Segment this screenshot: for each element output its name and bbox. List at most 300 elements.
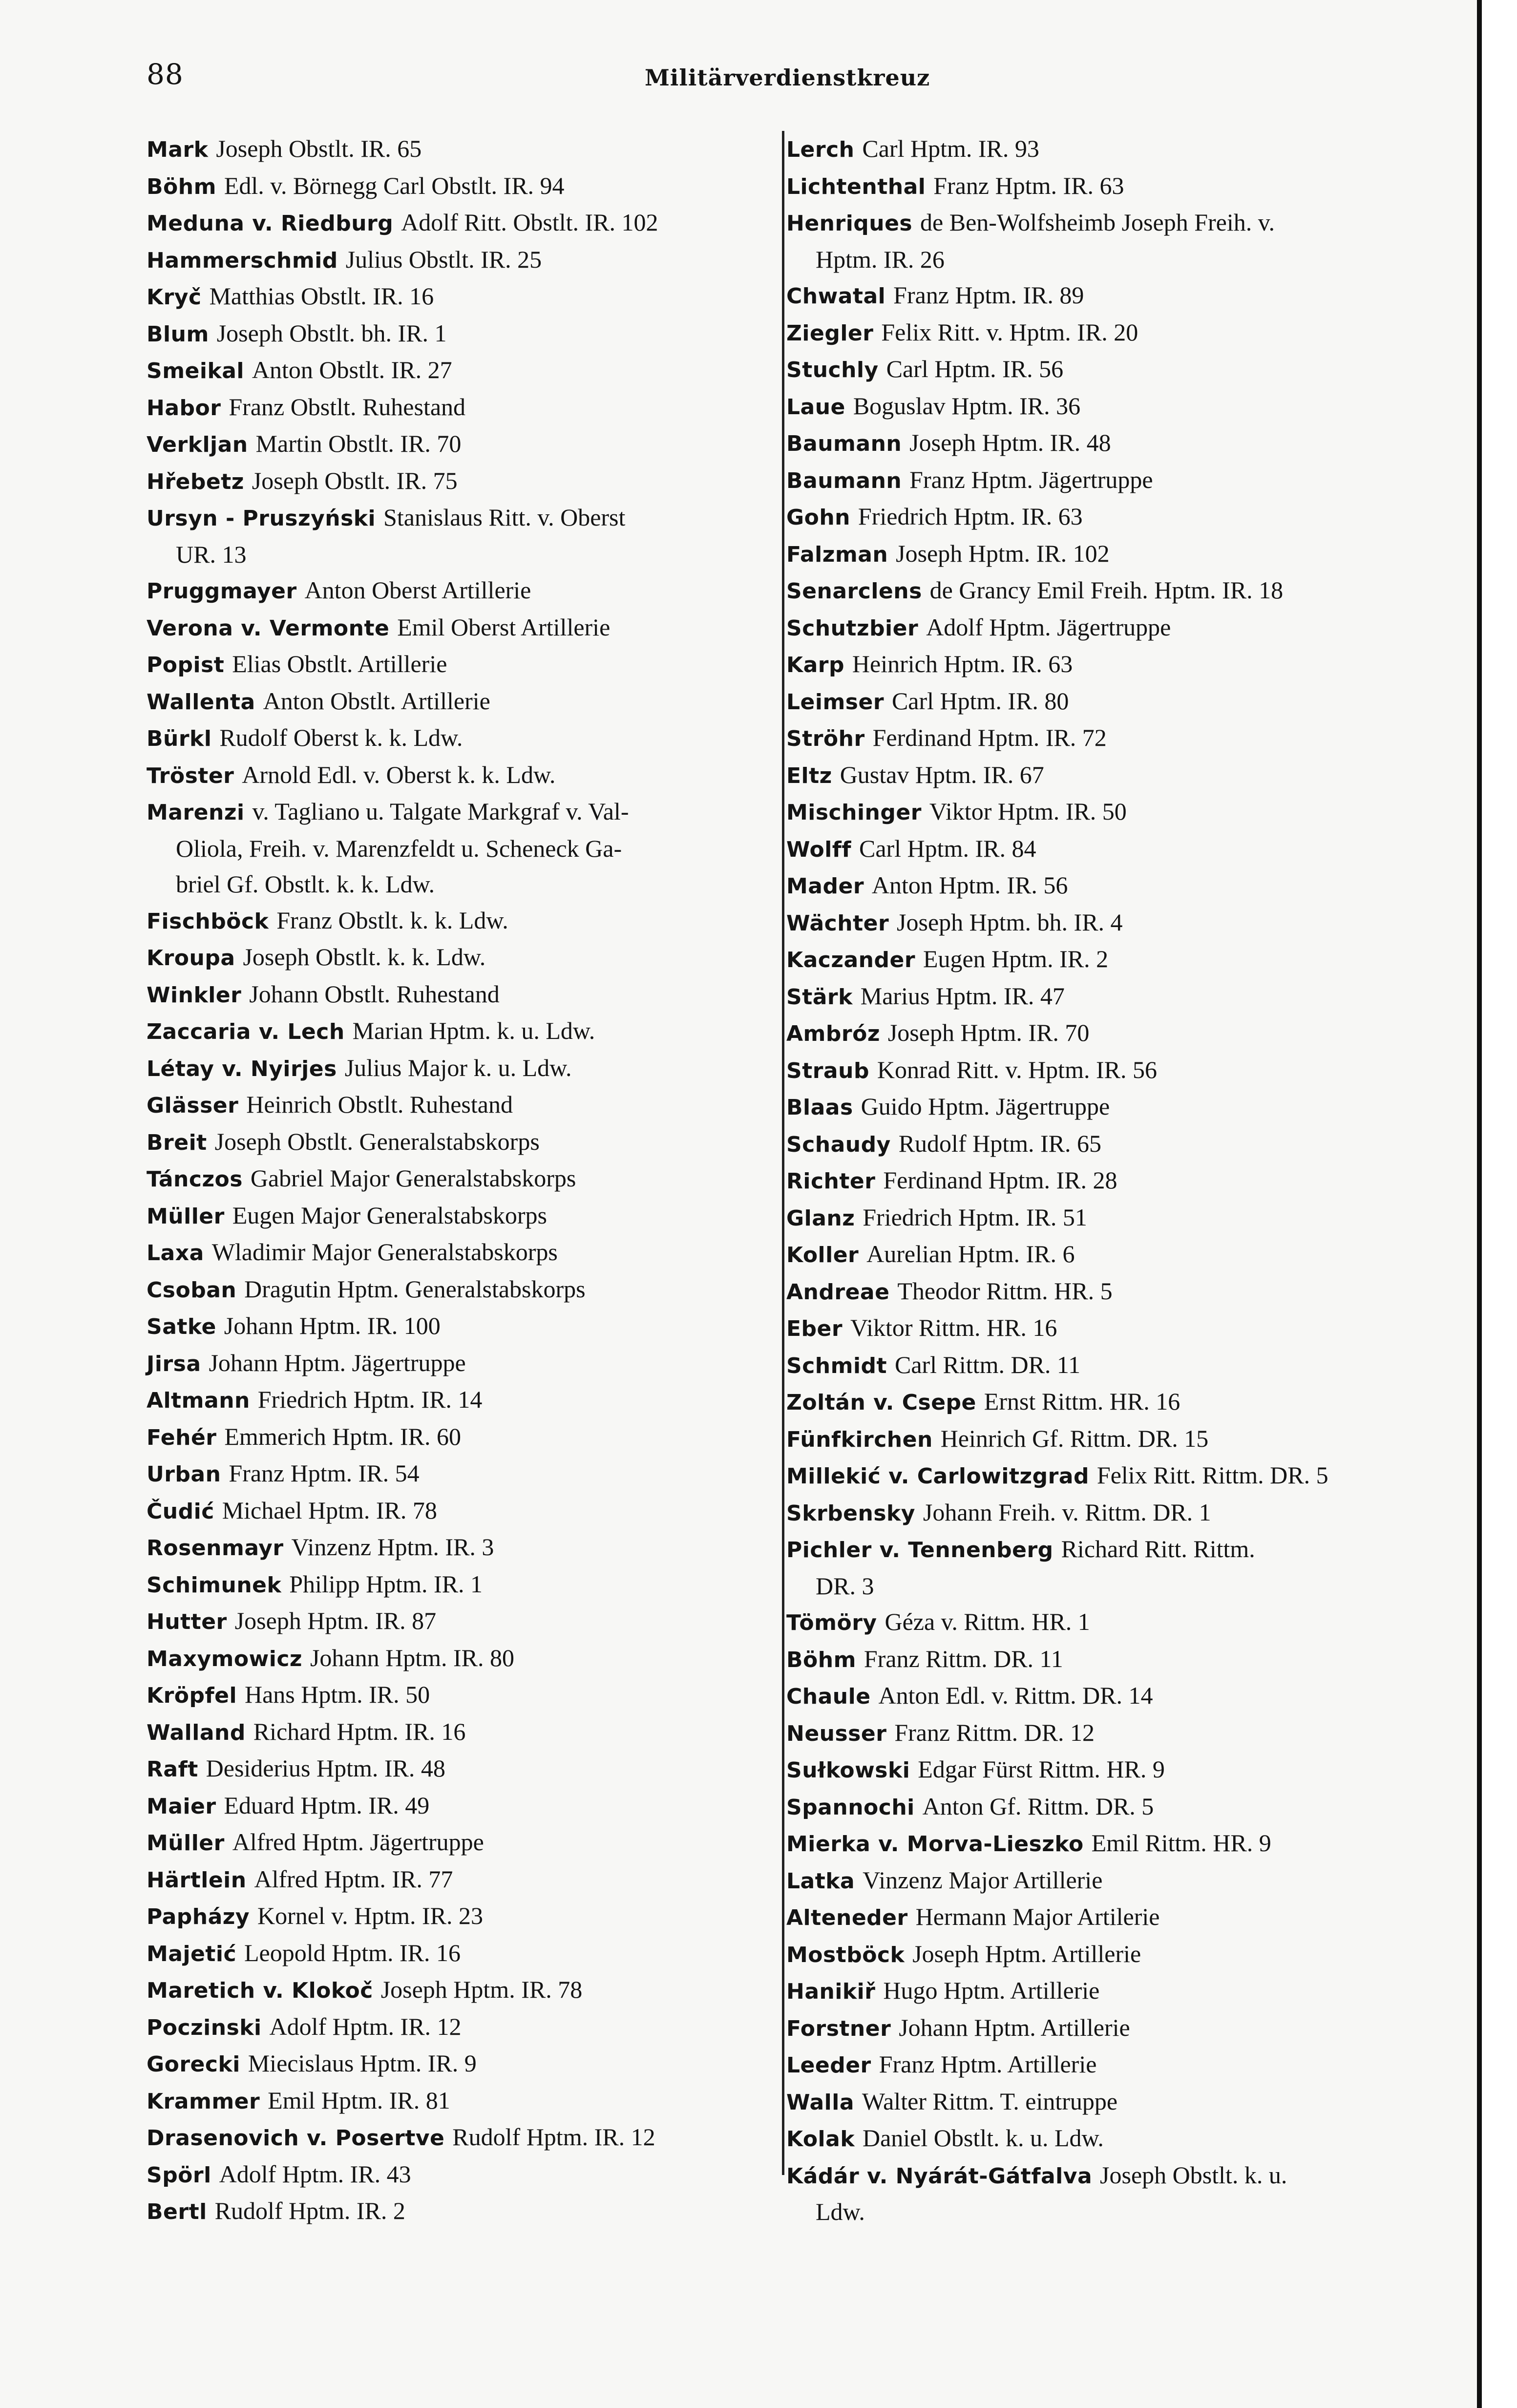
entry-details: Viktor Hptm. IR. 50 <box>929 798 1127 825</box>
list-item <box>147 903 777 940</box>
entry-name: Fünfkirchen <box>786 1427 933 1452</box>
entry-details: Carl Hptm. IR. 80 <box>891 687 1069 715</box>
entry-details: Hans Hptm. IR. 50 <box>245 1681 430 1708</box>
entry-name: Wolff <box>786 837 852 862</box>
entry-details: Felix Ritt. Rittm. DR. 5 <box>1096 1461 1328 1489</box>
entry-name: Gorecki <box>147 2052 240 2077</box>
entry-details: Adolf Hptm. IR. 43 <box>219 2160 411 2188</box>
entry-name: Urban <box>147 1462 221 1487</box>
entry-name: Pruggmayer <box>147 579 297 604</box>
list-item <box>786 2084 1421 2121</box>
list-item <box>147 646 777 683</box>
entry-name: Neusser <box>786 1721 887 1746</box>
list-item <box>786 646 1421 683</box>
list-item <box>786 1162 1421 1200</box>
entry-details: Emil Rittm. HR. 9 <box>1091 1829 1271 1857</box>
entry-details: Ferdinand Hptm. IR. 28 <box>883 1166 1117 1194</box>
entry-details: Konrad Ritt. v. Hptm. IR. 56 <box>877 1056 1157 1083</box>
entry-name: Straub <box>786 1058 869 1083</box>
entry-name: Leeder <box>786 2053 871 2078</box>
entry-details: Heinrich Gf. Rittm. DR. 15 <box>940 1424 1209 1452</box>
entry-name: Ströhr <box>786 726 865 751</box>
entry-name: Verkljan <box>147 432 248 457</box>
entry-details: Heinrich Hptm. IR. 63 <box>852 650 1073 677</box>
list-item <box>786 978 1421 1015</box>
list-item <box>147 757 777 794</box>
list-item <box>147 1087 777 1124</box>
list-item <box>147 1714 777 1751</box>
entry-continuation: Oliola, Freih. v. Marenzfeldt u. Scheneck Ga- <box>176 834 622 862</box>
entry-details: Eugen Hptm. IR. 2 <box>923 945 1109 972</box>
entry-details: Richard Ritt. Rittm. <box>1061 1535 1255 1563</box>
entry-name: Ziegler <box>786 320 874 346</box>
list-item <box>786 1531 1421 1604</box>
entry-details: Rudolf Hptm. IR. 12 <box>452 2123 655 2151</box>
list-item <box>786 1899 1421 1936</box>
left-column <box>147 131 777 2230</box>
entry-details: Anton Oberst Artillerie <box>304 576 531 604</box>
entry-details: Anton Gf. Rittm. DR. 5 <box>922 1792 1154 1820</box>
list-item <box>786 536 1421 573</box>
entry-details: Wladimir Major Generalstabskorps <box>211 1238 558 1266</box>
entry-name: Henriques <box>786 211 913 236</box>
entry-name: Mierka v. Morva-Lieszko <box>786 1832 1084 1857</box>
entry-details: Joseph Obstlt. IR. 75 <box>252 466 458 494</box>
entry-name: Schutzbier <box>786 615 919 641</box>
entry-details: Joseph Obstlt. bh. IR. 1 <box>216 319 447 347</box>
list-item <box>786 131 1421 168</box>
entry-details: Kornel v. Hptm. IR. 23 <box>257 1902 483 1929</box>
entry-name: Alteneder <box>786 1905 908 1930</box>
list-item <box>786 2010 1421 2047</box>
entry-name: Maretich v. Klokoč <box>147 1978 373 2003</box>
entry-name: Baumann <box>786 431 902 456</box>
entry-name: Breit <box>147 1130 207 1155</box>
list-item <box>786 1825 1421 1862</box>
entry-details: Edgar Fürst Rittm. HR. 9 <box>918 1755 1165 1783</box>
entry-details: Felix Ritt. v. Hptm. IR. 20 <box>881 318 1138 346</box>
entry-name: Fischböck <box>147 908 269 934</box>
list-item <box>147 131 777 168</box>
entry-name: Laue <box>786 394 845 420</box>
entry-name: Kaczander <box>786 948 916 972</box>
entry-details: Martin Obstlt. IR. 70 <box>255 430 462 457</box>
entry-details: Joseph Obstlt. Generalstabskorps <box>214 1127 540 1155</box>
list-item <box>147 1234 777 1271</box>
list-item <box>786 1495 1421 1532</box>
entry-details: Gabriel Major Generalstabskorps <box>250 1164 576 1192</box>
entry-details: Friedrich Hptm. IR. 63 <box>858 503 1083 530</box>
entry-name: Spörl <box>147 2162 211 2188</box>
entry-continuation: briel Gf. Obstlt. k. k. Ldw. <box>176 870 435 898</box>
entry-name: Härtlein <box>147 1867 247 1893</box>
entry-name: Popist <box>147 653 225 677</box>
entry-name: Hřebetz <box>147 469 244 494</box>
entry-name: Eber <box>786 1316 843 1341</box>
list-item <box>786 1310 1421 1347</box>
entry-details: Emmerich Hptm. IR. 60 <box>224 1422 462 1450</box>
entry-details: Johann Hptm. IR. 80 <box>310 1644 514 1671</box>
list-item <box>147 1861 777 1899</box>
entry-details: Franz Rittm. DR. 11 <box>864 1645 1063 1672</box>
entry-details: Leopold Hptm. IR. 16 <box>244 1939 461 1966</box>
entry-details: Stanislaus Ritt. v. Oberst <box>383 504 626 531</box>
list-item <box>147 1751 777 1788</box>
list-item <box>786 1604 1421 1641</box>
entry-name: Satke <box>147 1314 216 1339</box>
list-item <box>786 168 1421 205</box>
list-item <box>786 315 1421 352</box>
entry-name: Sułkowski <box>786 1758 910 1783</box>
entry-name: Kryč <box>147 285 202 310</box>
entry-details: Daniel Obstlt. k. u. Ldw. <box>863 2124 1104 2152</box>
entry-name: Karp <box>786 653 844 677</box>
entry-name: Lichtenthal <box>786 174 926 199</box>
entry-details: Johann Hptm. Jägertruppe <box>209 1349 466 1376</box>
list-item <box>786 683 1421 720</box>
list-item <box>786 831 1421 868</box>
list-item <box>147 1935 777 1972</box>
entry-name: Altmann <box>147 1388 250 1413</box>
entry-name: Glässer <box>147 1093 239 1118</box>
entry-continuation: Ldw. <box>816 2198 865 2225</box>
list-item <box>147 1124 777 1161</box>
entry-details: Richard Hptm. IR. 16 <box>253 1717 466 1745</box>
list-item <box>147 794 777 903</box>
entry-details: v. Tagliano u. Talgate Markgraf v. Val- <box>252 798 629 825</box>
entry-name: Meduna v. Riedburg <box>147 211 394 236</box>
list-item <box>147 683 777 720</box>
list-item <box>147 2119 777 2156</box>
entry-name: Poczinski <box>147 2015 262 2040</box>
entry-details: Géza v. Rittm. HR. 1 <box>885 1608 1090 1635</box>
entry-details: Emil Hptm. IR. 81 <box>268 2086 450 2114</box>
entry-name: Kroupa <box>147 946 235 971</box>
entry-name: Tröster <box>147 763 234 788</box>
entry-name: Laxa <box>147 1241 204 1266</box>
entry-name: Leimser <box>786 689 885 715</box>
entry-name: Majetić <box>147 1941 237 1966</box>
list-item <box>147 205 777 242</box>
page-edge <box>1477 0 1517 2408</box>
entry-name: Ursyn - Pruszyński <box>147 506 376 531</box>
entry-details: Adolf Hptm. IR. 12 <box>269 2012 462 2040</box>
list-item <box>147 1198 777 1235</box>
list-item <box>786 1384 1421 1421</box>
entry-name: Blum <box>147 321 209 347</box>
entry-name: Lerch <box>786 137 855 162</box>
list-item <box>786 1347 1421 1384</box>
list-item <box>786 388 1421 425</box>
column-divider <box>782 131 784 2175</box>
entry-details: Heinrich Obstlt. Ruhestand <box>246 1091 513 1118</box>
entry-details: Boguslav Hptm. IR. 36 <box>853 392 1081 420</box>
entry-name: Koller <box>786 1243 859 1267</box>
list-item <box>147 1677 777 1714</box>
list-item <box>786 1126 1421 1163</box>
entry-name: Maier <box>147 1794 216 1819</box>
entry-details: Edl. v. Börnegg Carl Obstlt. IR. 94 <box>224 171 565 199</box>
entry-name: Kolak <box>786 2127 855 2152</box>
list-item <box>786 2157 1421 2230</box>
list-item <box>147 463 777 500</box>
entry-name: Andreae <box>786 1279 890 1305</box>
entry-name: Falzman <box>786 542 888 567</box>
entry-details: Eugen Major Generalstabskorps <box>232 1201 547 1229</box>
entry-continuation: DR. 3 <box>816 1572 874 1600</box>
list-item <box>147 610 777 647</box>
entry-name: Mostböck <box>786 1942 905 1967</box>
list-item <box>786 1973 1421 2010</box>
entry-name: Pichler v. Tennenberg <box>786 1538 1053 1563</box>
entry-details: Desiderius Hptm. IR. 48 <box>206 1754 445 1782</box>
list-item <box>147 1603 777 1640</box>
list-item <box>147 2009 777 2046</box>
list-item <box>147 720 777 757</box>
list-item <box>786 794 1421 831</box>
entry-details: Carl Rittm. DR. 11 <box>894 1351 1081 1378</box>
list-item <box>147 1050 777 1087</box>
entry-details: Julius Obstlt. IR. 25 <box>345 245 542 273</box>
list-item <box>786 1089 1421 1126</box>
list-item <box>147 389 777 426</box>
entry-details: Friedrich Hptm. IR. 14 <box>257 1386 483 1413</box>
entry-details: Elias Obstlt. Artillerie <box>232 650 447 677</box>
entry-name: Mischinger <box>786 800 922 825</box>
list-item <box>147 1640 777 1677</box>
entry-name: Čudić <box>147 1499 214 1524</box>
entry-name: Raft <box>147 1757 198 1782</box>
list-item <box>786 351 1421 388</box>
list-item <box>786 205 1421 277</box>
list-item <box>147 1013 777 1050</box>
list-item <box>786 277 1421 315</box>
entry-details: Adolf Ritt. Obstlt. IR. 102 <box>401 209 658 236</box>
entry-name: Hutter <box>147 1609 227 1634</box>
list-item <box>147 1419 777 1456</box>
list-item <box>786 1052 1421 1089</box>
entry-name: Rosenmayr <box>147 1536 284 1561</box>
list-item <box>786 905 1421 942</box>
list-item <box>147 572 777 610</box>
entry-name: Jirsa <box>147 1351 201 1376</box>
list-item <box>786 1421 1421 1458</box>
entry-details: de Grancy Emil Freih. Hptm. IR. 18 <box>929 576 1284 604</box>
entry-name: Schaudy <box>786 1132 891 1157</box>
entry-details: Vinzenz Hptm. IR. 3 <box>291 1533 494 1561</box>
entry-details: Friedrich Hptm. IR. 51 <box>863 1203 1087 1231</box>
entry-name: Hanikiř <box>786 1979 876 2004</box>
entry-name: Ambróz <box>786 1021 880 1046</box>
entry-details: Aurelian Hptm. IR. 6 <box>866 1240 1075 1267</box>
list-item <box>786 1715 1421 1752</box>
list-item <box>147 242 777 279</box>
list-item <box>786 425 1421 462</box>
entry-details: Walter Rittm. T. eintruppe <box>862 2087 1118 2115</box>
entry-details: Matthias Obstlt. IR. 16 <box>209 282 434 310</box>
entry-details: Joseph Hptm. IR. 87 <box>234 1607 437 1634</box>
list-item <box>147 1456 777 1493</box>
entry-name: Zaccaria v. Lech <box>147 1019 345 1044</box>
entry-name: Mader <box>786 874 864 899</box>
entry-details: Alfred Hptm. IR. 77 <box>254 1865 453 1893</box>
entry-name: Senarclens <box>786 579 922 604</box>
entry-name: Stuchly <box>786 358 879 382</box>
entry-name: Eltz <box>786 763 832 788</box>
entry-details: Anton Hptm. IR. 56 <box>871 871 1068 899</box>
entry-name: Létay v. Nyirjes <box>147 1056 337 1081</box>
list-item <box>147 1566 777 1604</box>
entry-details: Joseph Hptm. Artillerie <box>912 1940 1141 1967</box>
entry-name: Chaule <box>786 1684 871 1709</box>
entry-name: Schmidt <box>786 1353 887 1378</box>
entry-details: Franz Obstlt. k. k. Ldw. <box>276 906 508 934</box>
list-item <box>786 1752 1421 1789</box>
list-item <box>147 500 777 572</box>
entry-details: Dragutin Hptm. Generalstabskorps <box>244 1275 586 1303</box>
list-item <box>147 316 777 353</box>
entry-details: Franz Hptm. IR. 63 <box>933 171 1124 199</box>
entry-details: Joseph Hptm. IR. 102 <box>896 539 1110 567</box>
entry-name: Zoltán v. Csepe <box>786 1390 976 1415</box>
entry-name: Walland <box>147 1720 246 1745</box>
entry-details: Guido Hptm. Jägertruppe <box>861 1093 1110 1120</box>
entry-continuation: UR. 13 <box>176 540 247 568</box>
entry-details: Eduard Hptm. IR. 49 <box>224 1791 430 1819</box>
entry-name: Tömöry <box>786 1610 877 1635</box>
entry-details: Vinzenz Major Artillerie <box>863 1866 1103 1894</box>
list-item <box>786 1678 1421 1715</box>
entry-details: Miecislaus Hptm. IR. 9 <box>248 2049 477 2077</box>
entry-name: Drasenovich v. Posertve <box>147 2126 445 2151</box>
list-item <box>786 462 1421 499</box>
entry-details: Arnold Edl. v. Oberst k. k. Ldw. <box>242 760 556 788</box>
list-item <box>147 2156 777 2194</box>
right-column <box>786 131 1421 2230</box>
entry-details: Rudolf Oberst k. k. Ldw. <box>219 724 463 751</box>
list-item <box>786 941 1421 978</box>
entry-details: Franz Hptm. IR. 54 <box>229 1459 420 1487</box>
entry-details: Emil Oberst Artillerie <box>397 613 611 641</box>
entry-name: Bertl <box>147 2199 207 2224</box>
entry-details: Hermann Major Artilerie <box>915 1903 1160 1930</box>
entry-details: Carl Hptm. IR. 93 <box>862 135 1039 162</box>
entry-details: Gustav Hptm. IR. 67 <box>840 760 1044 788</box>
entry-details: Marius Hptm. IR. 47 <box>860 982 1065 1010</box>
entry-details: Joseph Hptm. bh. IR. 4 <box>897 908 1123 936</box>
entry-name: Latka <box>786 1868 855 1894</box>
entry-name: Smeikal <box>147 359 244 383</box>
list-item <box>786 2120 1421 2157</box>
list-item <box>786 1936 1421 1973</box>
entry-name: Wallenta <box>147 689 255 715</box>
entry-name: Böhm <box>786 1647 856 1672</box>
entry-name: Gohn <box>786 505 850 530</box>
entry-name: Glanz <box>786 1205 855 1231</box>
entry-name: Papházy <box>147 1904 250 1929</box>
entry-name: Bürkl <box>147 726 212 751</box>
entry-details: Alfred Hptm. Jägertruppe <box>232 1828 484 1856</box>
entry-details: Joseph Hptm. IR. 48 <box>909 429 1111 456</box>
list-item <box>147 1788 777 1825</box>
entry-details: Joseph Obstlt. k. k. Ldw. <box>243 943 486 971</box>
entry-details: Anton Obstlt. Artillerie <box>263 687 490 715</box>
list-item <box>147 278 777 316</box>
list-item <box>786 572 1421 610</box>
entry-name: Fehér <box>147 1425 217 1450</box>
entry-name: Müller <box>147 1204 225 1229</box>
list-item <box>786 1789 1421 1826</box>
entry-name: Stärk <box>786 984 853 1010</box>
entry-name: Verona v. Vermonte <box>147 615 390 641</box>
list-item <box>147 1271 777 1309</box>
list-item <box>147 939 777 976</box>
entry-details: Adolf Hptm. Jägertruppe <box>926 613 1171 641</box>
entry-details: Franz Hptm. Artillerie <box>879 2050 1097 2078</box>
entry-details: Franz Rittm. DR. 12 <box>894 1718 1095 1746</box>
entry-details: Hugo Hptm. Artillerie <box>883 1977 1100 2004</box>
list-item <box>786 1236 1421 1273</box>
entry-name: Maxymowicz <box>147 1646 303 1671</box>
entry-details: Johann Hptm. IR. 100 <box>224 1312 441 1339</box>
entry-name: Chwatal <box>786 284 886 309</box>
entry-details: Johann Hptm. Artillerie <box>899 2013 1130 2041</box>
entry-details: Rudolf Hptm. IR. 2 <box>214 2197 405 2224</box>
list-item <box>147 2083 777 2120</box>
entry-name: Kádár v. Nyárát-Gátfalva <box>786 2163 1093 2189</box>
entry-name: Walla <box>786 2090 855 2115</box>
entry-name: Hammerschmid <box>147 248 338 273</box>
entry-name: Marenzi <box>147 800 245 825</box>
list-item <box>786 1862 1421 1900</box>
entry-name: Forstner <box>786 2016 891 2041</box>
list-item <box>147 2046 777 2083</box>
entry-details: Ferdinand Hptm. IR. 72 <box>872 724 1107 751</box>
entry-details: Ernst Rittm. HR. 16 <box>984 1388 1180 1415</box>
entry-name: Müller <box>147 1831 225 1856</box>
entry-name: Winkler <box>147 982 242 1008</box>
list-item <box>786 1273 1421 1310</box>
list-item <box>147 1493 777 1530</box>
list-item <box>147 2193 777 2230</box>
entry-name: Böhm <box>147 174 216 199</box>
entry-name: Tánczos <box>147 1167 243 1192</box>
entry-details: Theodor Rittm. HR. 5 <box>897 1277 1113 1305</box>
list-item <box>147 352 777 389</box>
entry-details: Philipp Hptm. IR. 1 <box>289 1570 483 1598</box>
list-item <box>147 1308 777 1345</box>
page-number: 88 <box>147 58 184 91</box>
entry-details: Anton Edl. v. Rittm. DR. 14 <box>878 1682 1153 1709</box>
entry-details: Johann Obstlt. Ruhestand <box>249 980 500 1008</box>
entry-details: Joseph Obstlt. IR. 65 <box>216 135 422 162</box>
running-title: Militärverdienstkreuz <box>645 64 930 91</box>
list-item <box>147 976 777 1014</box>
entry-details: Joseph Hptm. IR. 70 <box>887 1019 1090 1046</box>
list-item <box>786 610 1421 647</box>
list-item <box>786 2047 1421 2084</box>
list-item <box>786 757 1421 794</box>
entry-name: Spannochi <box>786 1795 915 1820</box>
entry-details: de Ben-Wolfsheimb Joseph Freih. v. <box>920 209 1275 236</box>
entry-details: Joseph Obstlt. k. u. <box>1100 2161 1287 2189</box>
list-item <box>147 168 777 205</box>
entry-name: Kröpfel <box>147 1683 237 1708</box>
list-item <box>786 499 1421 536</box>
list-item <box>147 1161 777 1198</box>
entry-name: Schimunek <box>147 1572 282 1598</box>
list-item <box>786 867 1421 905</box>
